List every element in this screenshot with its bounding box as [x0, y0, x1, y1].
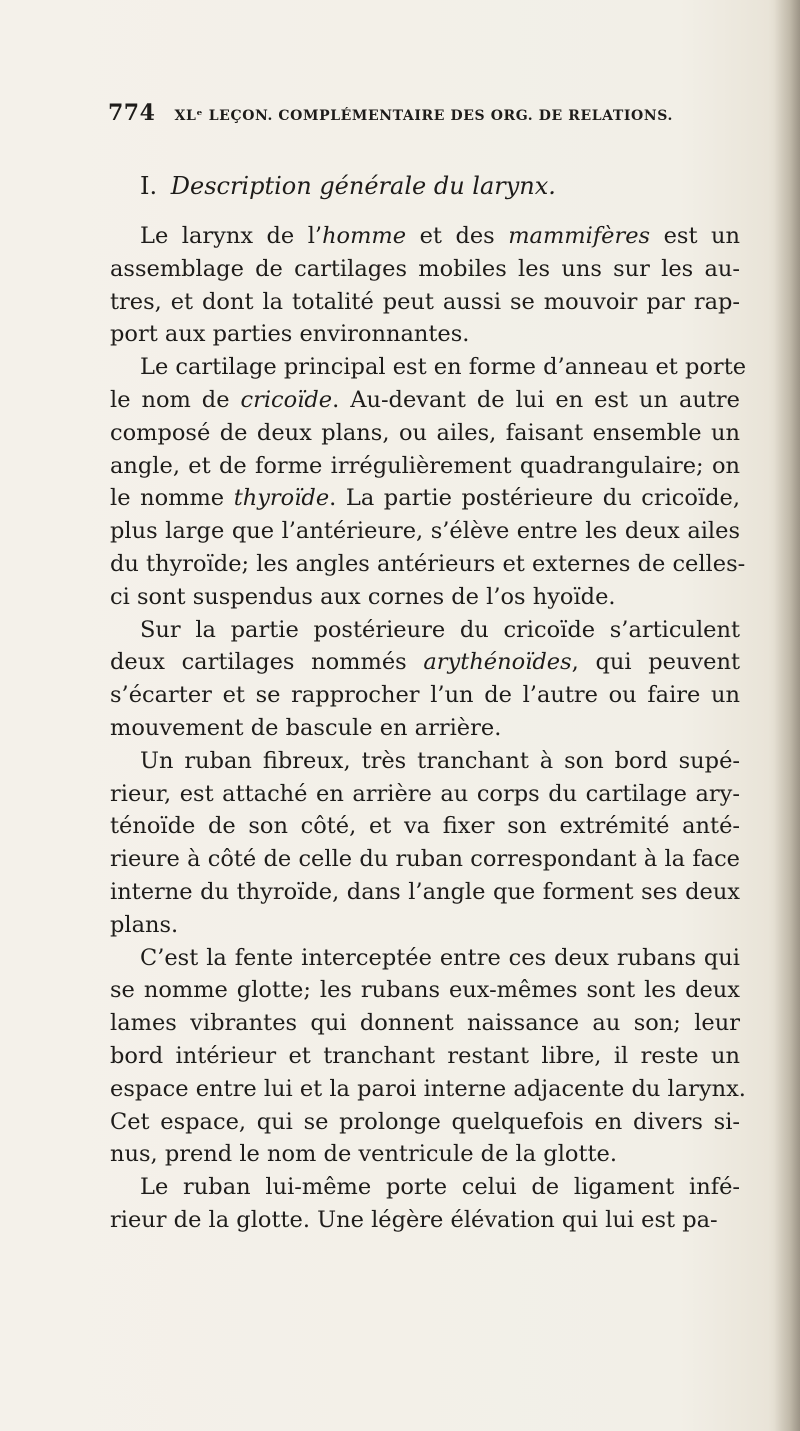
text-line [110, 286, 740, 319]
text-line [110, 1171, 740, 1204]
text-run: le nomme [110, 485, 234, 512]
text-line [110, 515, 740, 548]
page-number: 774 [108, 100, 156, 126]
text-line [110, 482, 740, 515]
text-run: est un [650, 223, 740, 249]
text-line [110, 778, 740, 811]
text-run: ci sont suspendus aux cornes de l’os hyoïde. [110, 583, 616, 610]
text-run: plus large que l’antérieure, s’élève entre les deux ailes [110, 518, 740, 545]
text-run: composé de deux plans, ou ailes, faisant ensemble un [110, 419, 740, 446]
text-run: mouvement de bascule en arrière. [110, 714, 502, 741]
text-run: rieur de la glotte. Une légère élévation qui lui est pa- [110, 1206, 718, 1233]
text-run: Cet espace, qui se prolonge quelquefois en divers si- [110, 1108, 740, 1135]
text-line [110, 1106, 740, 1139]
italic-term: homme [322, 223, 407, 249]
text-run: port aux parties environnantes. [110, 321, 470, 348]
italic-term: cricoïde [240, 386, 333, 413]
text-line [110, 712, 740, 745]
text-run: bord intérieur et tranchant restant libre, il reste un [110, 1042, 740, 1069]
text-run: interne du thyroïde, dans l’angle que forment ses deux [110, 878, 740, 905]
text-run: Le ruban lui-même porte celui de ligament infé- [140, 1174, 740, 1201]
text-run: plans. [110, 911, 179, 938]
text-line [110, 220, 740, 253]
text-run: tres, et dont la totalité peut aussi se mouvoir par rap- [110, 288, 740, 315]
text-line [110, 843, 740, 876]
italic-term: arythénoïdes [423, 649, 572, 676]
text-line [110, 581, 740, 614]
section-heading [140, 172, 556, 200]
text-run: Le cartilage principal est en forme d’anneau et porte [140, 354, 747, 381]
text-line [110, 679, 740, 712]
text-run: ténoïde de son côté, et va fixer son extrémité anté- [110, 813, 740, 840]
section-title-text: Description générale du larynx. [170, 172, 556, 200]
text-line [110, 1040, 740, 1073]
text-line [110, 450, 740, 483]
text-line [110, 384, 740, 417]
page-edge-shadow [774, 0, 800, 1431]
text-run: s’écarter et se rapprocher l’un de l’autre ou faire un [110, 682, 740, 709]
text-line [110, 1073, 746, 1106]
text-run: , qui peuvent [571, 649, 740, 676]
italic-term: mammifères [508, 223, 651, 249]
text-run: du thyroïde; les angles antérieurs et externes de celles- [110, 550, 746, 577]
running-head [108, 100, 748, 126]
text-run: le nom de [110, 386, 241, 413]
text-run: . La partie postérieure du cricoïde, [329, 485, 740, 512]
text-run: Sur la partie postérieure du cricoïde s’articulent [140, 616, 740, 643]
text-run: deux cartilages nommés [110, 649, 424, 676]
text-run: lames vibrantes qui donnent naissance au son; leur [110, 1010, 740, 1037]
text-line [110, 1007, 740, 1040]
text-line [110, 548, 746, 581]
text-line [110, 1138, 740, 1171]
text-line [110, 1204, 740, 1237]
text-line [110, 876, 740, 909]
text-run: et des [406, 223, 509, 249]
text-run: espace entre lui et la paroi interne adjacente du larynx. [110, 1075, 746, 1102]
text-run: rieur, est attaché en arrière au corps du cartilage ary- [110, 780, 740, 807]
text-run: nus, prend le nom de ventricule de la glotte. [110, 1141, 618, 1168]
text-line [110, 810, 740, 843]
text-line [110, 909, 740, 942]
text-run: Le larynx de l’ [140, 223, 323, 249]
text-run: angle, et de forme irrégulièrement quadrangulaire; on [110, 452, 740, 479]
text-line [110, 745, 740, 778]
text-line [110, 942, 740, 975]
italic-term: thyroïde [233, 485, 330, 512]
text-run: . Au-devant de lui en est un autre [332, 386, 741, 413]
text-line [110, 974, 740, 1007]
text-run: assemblage de cartilages mobiles les uns sur les au- [110, 255, 740, 282]
text-line [110, 646, 740, 679]
text-run: Un ruban fibreux, très tranchant à son bord supé- [140, 747, 740, 774]
body-text [110, 220, 747, 1237]
text-run: rieure à côté de celle du ruban correspondant à la face [110, 846, 740, 873]
text-run: se nomme glotte; les rubans eux-mêmes sont les deux [110, 977, 740, 1004]
text-line [110, 614, 740, 647]
text-run: C’est la fente interceptée entre ces deux rubans qui [140, 944, 740, 971]
running-title: XLᵉ LEÇON. COMPLÉMENTAIRE DES ORG. DE RELATIONS. [174, 108, 673, 124]
text-line [110, 417, 740, 450]
text-line [110, 318, 740, 351]
text-line [110, 253, 740, 286]
text-line [110, 351, 747, 384]
section-number: I. [140, 172, 158, 200]
